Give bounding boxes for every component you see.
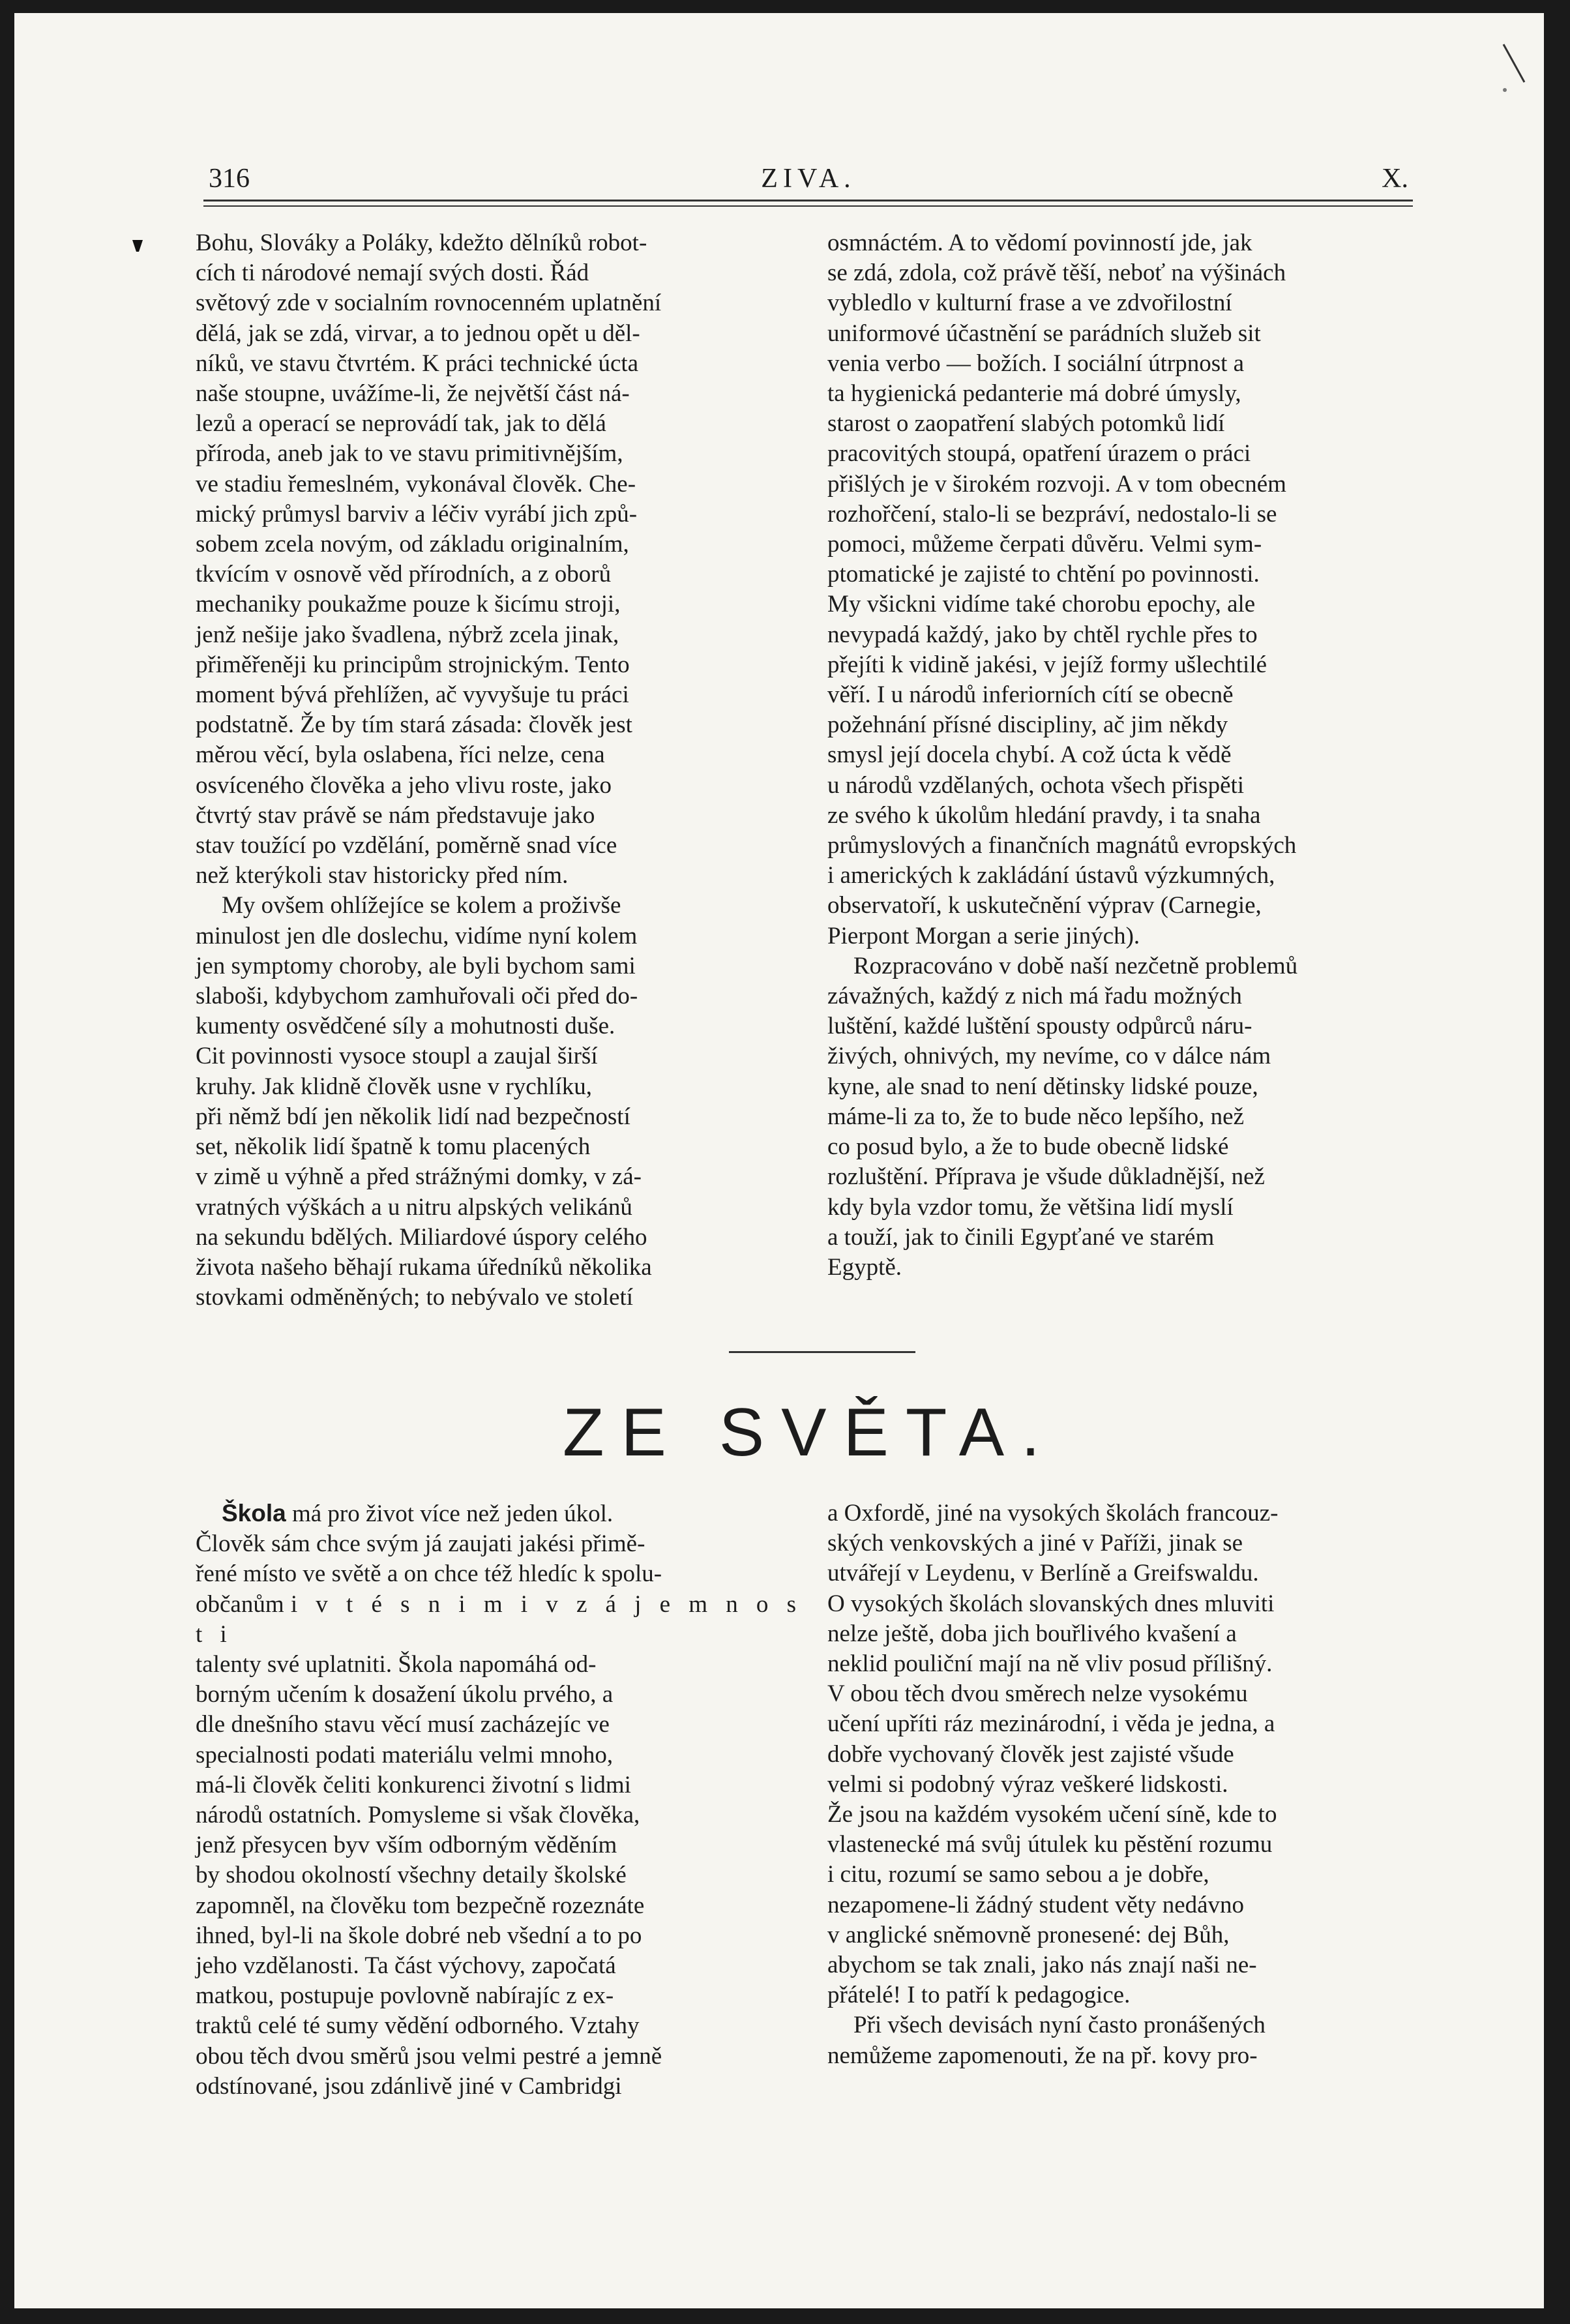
header-rule-thin: [203, 205, 1413, 207]
text-line: starost o zaopatření slabých potomků lidí: [827, 410, 1225, 438]
text-line: ze svého k úkolům hledání pravdy, i ta snaha: [827, 801, 1261, 829]
text-line: Egyptě.: [827, 1253, 902, 1281]
text-line: jenž přesycen byv vším odborným věděním: [196, 1832, 617, 1859]
text-line: nezapomene-li žádný student věty nedávno: [827, 1891, 1245, 1918]
text-line: požehnání přísné discipliny, ač jim někdy: [827, 711, 1228, 739]
text-line: mechaniky poukažme pouze k šicímu stroji,: [196, 591, 621, 618]
text-line: utvářejí v Leydenu, v Berlíně a Greifswaldu.: [827, 1560, 1259, 1587]
volume-number: X.: [1382, 164, 1408, 194]
text-line: obou těch dvou směrů jsou velmi pestré a jemně: [196, 2042, 662, 2070]
text-line: uniformové účastnění se parádních služeb sit: [827, 320, 1261, 347]
text-line: má-li člověk čeliti konkurenci životní s lidmi: [196, 1771, 631, 1798]
text-line: máme-li za to, že to bude něco lepšího, než: [827, 1103, 1245, 1130]
text-line: učení upříti ráz mezinárodní, i věda je jedna, a: [827, 1710, 1275, 1738]
journal-title: ZIVA.: [761, 164, 856, 194]
text-line: matkou, postupuje povlovně nabírajíc z ex-: [196, 1982, 614, 2010]
text-line: u národů vzdělaných, ochota všech přispěti: [827, 771, 1245, 799]
text-line: Pierpont Morgan a serie jiných).: [827, 922, 1140, 949]
text-line: specialnosti podati materiálu velmi mnoho,: [196, 1741, 614, 1768]
text-line: lezů a operací se neprovádí tak, jak to dělá: [196, 410, 606, 438]
text-line: osvíceného člověka a jeho vlivu roste, jako: [196, 771, 612, 799]
text-line: jen symptomy choroby, ale byli bychom sami: [196, 952, 636, 979]
text-line: nevypadá každý, jako by chtěl rychle přes to: [827, 621, 1258, 648]
text-line: neklid pouliční mají na ně vliv posud přílišný.: [827, 1650, 1273, 1678]
paragraph: [827, 228, 1434, 951]
paragraph: [827, 1498, 1434, 2010]
text-line: osmnáctém. A to vědomí povinností jde, jak: [827, 230, 1252, 256]
text-line: set, několik lidí špatně k tomu placených: [196, 1133, 591, 1161]
spaced-text: i v t é s n i m i v z á j e m n o s t i: [196, 1590, 803, 1648]
text-line: přejíti k vidině jakési, v jejíž formy ušlechtilé: [827, 651, 1267, 678]
text-line: naše stoupne, uvážíme-li, že největší část ná-: [196, 380, 630, 408]
text-line: borným učením k dosažení úkolu prvého, a: [196, 1681, 614, 1708]
text-line: My všickni vidíme také chorobu epochy, ale: [827, 591, 1256, 618]
text-line: dobře vychovaný člověk jest zajisté všude: [827, 1740, 1234, 1768]
text-line: a touží, jak to činili Egypťané ve starém: [827, 1223, 1215, 1251]
text-line: národů ostatních. Pomysleme si však člověka,: [196, 1802, 640, 1829]
text-line: V obou těch dvou směrech nelze vysokému: [827, 1680, 1248, 1708]
text-line: světový zde v socialním rovnocenném uplatnění: [196, 290, 662, 317]
text-line: vratných výškách a u nitru alpských velikánů: [196, 1193, 632, 1221]
article-column-left: [196, 228, 802, 1313]
text-line: nelze ještě, doba jich bouřlivého kvašení a: [827, 1620, 1237, 1647]
text-line: vlastenecké má svůj útulek ku pěstění rozumu: [827, 1831, 1273, 1858]
text-line: smysl její docela chybí. A což úcta k vědě: [827, 741, 1232, 769]
text-line: minulost jen dle doslechu, vidíme nyní kolem: [196, 922, 638, 949]
text-line: moment bývá přehlížen, ač vyvyšuje tu práci: [196, 681, 629, 709]
text-line: Rozpracováno v době naší nezčetně problemů: [853, 952, 1298, 979]
text-line: nemůžeme zapomenouti, že na př. kovy pro-: [827, 2042, 1258, 2069]
text-line: přišlých je v širokém rozvoji. A v tom obecném: [827, 470, 1286, 498]
paragraph: [196, 1498, 802, 2102]
text-line: na sekundu bdělých. Miliardové úspory celého: [196, 1223, 647, 1251]
text-line: věří. I u národů inferiorních cítí se obecně: [827, 681, 1234, 709]
text-line: měrou věcí, byla oslabena, říci nelze, cena: [196, 741, 605, 769]
article-column-right: [827, 228, 1434, 1283]
text-line: by shodou okolností všechny detaily školské: [196, 1862, 627, 1889]
text-line: i amerických k zakládání ústavů výzkumných,: [827, 862, 1275, 889]
text-line: se zdá, zdola, což právě těší, neboť na výšinách: [827, 260, 1286, 287]
text-line: dle dnešního stavu věcí musí zacházejíc ve: [196, 1711, 610, 1738]
ink-mark-icon: [132, 239, 143, 253]
text-line: níků, ve stavu čtvrtém. K práci technické úcta: [196, 350, 639, 377]
text-line: dělá, jak se zdá, virvar, a to jednou opět u děl-: [196, 320, 640, 347]
text-line: i citu, rozumí se samo sebou a je dobře,: [827, 1861, 1209, 1888]
text-line: v anglické sněmovně pronesené: dej Bůh,: [827, 1921, 1230, 1948]
text-line: než kterýkoli stav historicky před ním.: [196, 862, 569, 889]
text-line: Cit povinnosti vysoce stoupl a zaujal širší: [196, 1043, 598, 1070]
text-line: rozluštění. Příprava je všude důkladnější, než: [827, 1163, 1265, 1191]
text-line: co posud bylo, a že to bude obecně lidské: [827, 1133, 1229, 1161]
text-line: sobem zcela novým, od základu originalním,: [196, 531, 629, 558]
text-line: talenty své uplatniti. Škola napomáhá od-: [196, 1651, 597, 1678]
paragraph: [827, 951, 1434, 1283]
text-line: zapomněl, na člověku tom bezpečně rozeznáte: [196, 1892, 645, 1919]
text-line: řené místo ve světě a on chce též hledíc k spolu-: [196, 1560, 662, 1588]
text-line: kruhy. Jak klidně člověk usne v rychlíku,: [196, 1073, 592, 1100]
text-block: [196, 1651, 662, 2100]
text-line: kyne, ale snad to není dětinsky lidské pouze,: [827, 1073, 1258, 1100]
text-line: mický průmysl barviv a léčiv vyrábí jich způ-: [196, 500, 638, 528]
text-line: tkvícím v osnově věd přírodních, a z oborů: [196, 561, 612, 588]
text-line: stav toužící po vzdělání, poměrně snad více: [196, 832, 617, 859]
corner-mark-icon: [1501, 43, 1527, 95]
text-line: stovkami odměněných; to nebývalo ve století: [196, 1284, 634, 1311]
text-line: pomoci, můžeme čerpati důvěru. Velmi sym-: [827, 531, 1262, 558]
text-line: a Oxfordě, jiné na vysokých školách francouz-: [827, 1500, 1279, 1527]
text-line: odstínované, jsou zdánlivě jiné v Cambridgi: [196, 2072, 622, 2100]
text-line: traktů celé té sumy vědění odborného. Vztahy: [196, 2012, 640, 2040]
text-line: průmyslových a finančních magnátů evropských: [827, 832, 1297, 859]
page-number: 316: [209, 164, 250, 194]
lead-word: Škola: [222, 1500, 286, 1527]
text-line: ta hygienická pedanterie má dobré úmysly,: [827, 380, 1241, 408]
text-line: rozhořčení, stalo-li se bezpráví, nedostalo-li se: [827, 500, 1277, 528]
text-line: vybledlo v kulturní frase a ve zdvořilostní: [827, 290, 1232, 317]
paragraph: [196, 228, 802, 891]
paragraph: [827, 2010, 1434, 2070]
text-line: luštění, každé luštění spousty odpůrců náru-: [827, 1013, 1252, 1040]
text-line: My ovšem ohlížejíce se kolem a proživše: [222, 892, 621, 919]
text-line: při němž bdí jen několik lidí nad bezpečností: [196, 1103, 630, 1130]
text-line: přiměřeněji ku principům strojnickým. Tento: [196, 651, 630, 678]
text-line: jenž nešije jako švadlena, nýbrž zcela jinak,: [196, 621, 619, 648]
text-line: ských venkovských a jiné v Paříži, jinak se: [827, 1530, 1243, 1557]
text-line: ihned, byl-li na škole dobré neb všední a to po: [196, 1922, 642, 1949]
text-line: slaboši, kdybychom zamhuřovali oči před do-: [196, 983, 638, 1010]
text-line: venia verbo — božích. I sociální útrpnost a: [827, 350, 1245, 377]
text-line: občanům: [196, 1590, 291, 1618]
paragraph: [196, 891, 802, 1313]
text-line: čtvrtý stav právě se nám představuje jako: [196, 801, 595, 829]
text-line: pracovitých stoupá, opatření úrazem o práci: [827, 440, 1251, 468]
text-line: Bohu, Slováky a Poláky, kdežto dělníků robot-: [196, 230, 647, 256]
text-line: přátelé! I to patří k pedagogice.: [827, 1982, 1131, 2009]
text-line: velmi si podobný výraz veškeré lidskosti.: [827, 1770, 1228, 1798]
news-column-right: [827, 1498, 1434, 2071]
text-line: v zimě u výhně a před strážnými domky, v zá-: [196, 1163, 642, 1191]
text-line: O vysokých školách slovanských dnes mluviti: [827, 1590, 1275, 1617]
text-line: příroda, aneb jak to ve stavu primitivnějším,: [196, 440, 623, 468]
section-divider: [729, 1351, 915, 1353]
header-rule: [203, 200, 1413, 201]
text-line: abychom se tak znali, jako nás znají naši ne-: [827, 1952, 1257, 1979]
text-line: závažných, každý z nich má řadu možných: [827, 983, 1242, 1010]
text-line: Při všech devisách nyní často pronášených: [853, 2012, 1266, 2039]
running-header: [209, 156, 1408, 196]
text-line: Člověk sám chce svým já zaujati jakési přimě-: [196, 1530, 645, 1558]
text-line: ptomatické je zajisté to chtění po povinnosti.: [827, 561, 1260, 588]
text-line: Že jsou na každém vysokém učení síně, kde to: [827, 1801, 1277, 1828]
text-line: živých, ohnivých, my nevíme, co v dálce nám: [827, 1043, 1271, 1070]
text-line: cích ti národové nemají svých dosti. Řád: [196, 260, 589, 287]
text-line: má pro život více než jeden úkol.: [286, 1500, 614, 1527]
section-heading: ZE SVĚTA.: [563, 1395, 1057, 1470]
text-line: jeho vzdělanosti. Ta část výchovy, započatá: [196, 1952, 616, 1980]
journal-page: [14, 13, 1544, 2308]
text-line: podstatně. Že by tím stará zásada: člověk jest: [196, 711, 632, 739]
text-line: ve stadiu řemeslném, vykonával člověk. Che-: [196, 470, 636, 498]
text-line: observatoří, k uskutečnění výprav (Carnegie,: [827, 892, 1262, 919]
text-line: kumenty osvědčené síly a mohutnosti duše.: [196, 1013, 615, 1040]
news-column-left: [196, 1498, 802, 2102]
text-line: kdy byla vzdor tomu, že většina lidí myslí: [827, 1193, 1234, 1221]
text-line: života našeho běhají rukama úředníků několika: [196, 1253, 652, 1281]
